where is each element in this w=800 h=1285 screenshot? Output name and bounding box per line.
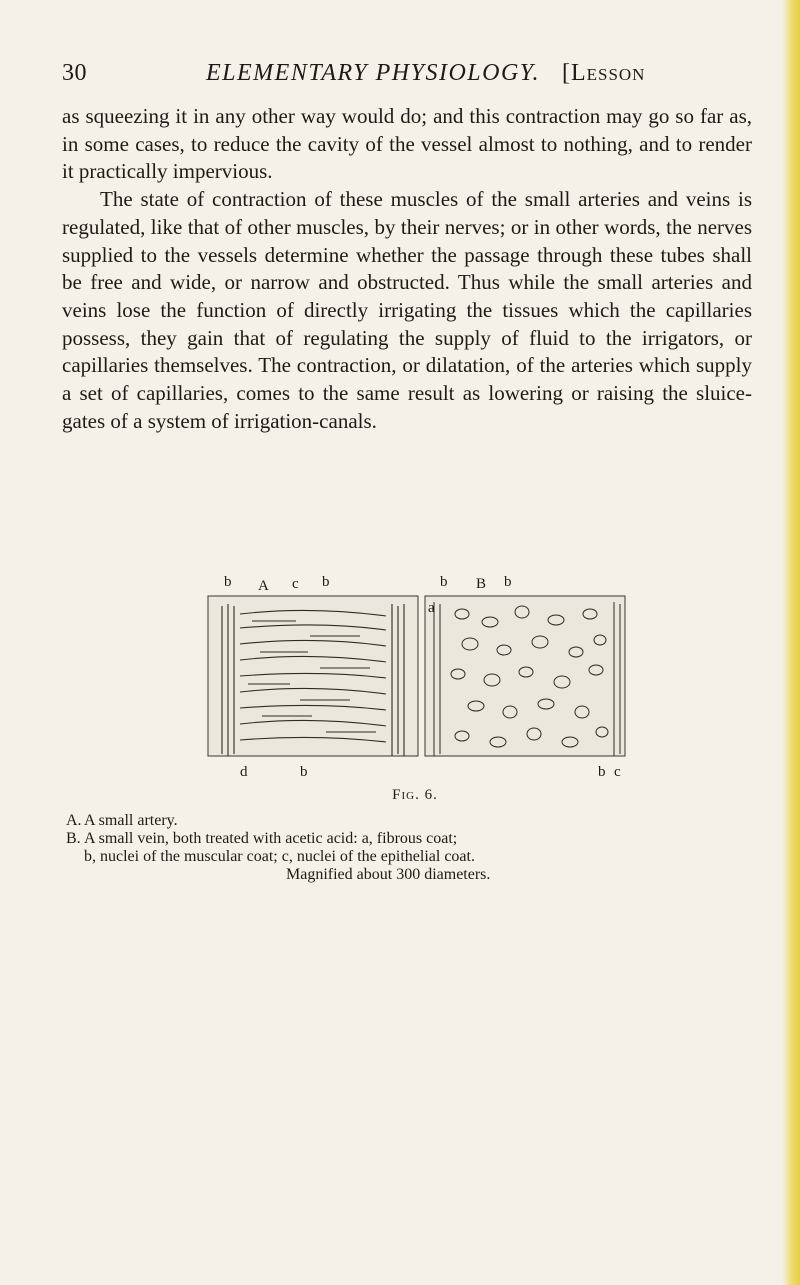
label-b-5: b (300, 764, 308, 780)
label-c: c (292, 576, 299, 592)
legend-item-a (66, 812, 756, 830)
page-number: 30 (62, 60, 87, 86)
figure-illustration (200, 566, 635, 781)
panel-a-artery (208, 596, 418, 756)
figure-6 (200, 566, 635, 781)
paragraph-1: as squeezing it in any other way would do; and this contraction may go so far as, in some cases, to reduce the cavity of the vessel almost to nothing, and to render it practically impervious. (62, 104, 752, 184)
page-edge (782, 0, 800, 1285)
legend-text-b-continued: b, nuclei of the muscular coat; c, nuclei of the epithelial coat. (84, 848, 475, 865)
label-b-6: b (598, 764, 606, 780)
legend-letter-b: B. (66, 830, 81, 847)
label-a-panel: A (258, 578, 269, 594)
running-header (62, 60, 778, 87)
label-b-2: b (322, 574, 330, 590)
label-d: d (240, 764, 248, 780)
label-b: b (224, 574, 232, 590)
running-title: ELEMENTARY PHYSIOLOGY. (206, 60, 540, 86)
legend-letter-a: A. (66, 812, 82, 829)
legend-magnification: Magnified about 300 diameters. (286, 866, 491, 883)
body-text (62, 103, 752, 435)
legend-item-b (66, 830, 756, 848)
figure-title: Fig. 6. (392, 787, 438, 803)
legend-text-b: A small vein, both treated with acetic acid: a, fibrous coat; (84, 830, 458, 847)
panel-b-vein (425, 596, 625, 756)
label-a: a (428, 600, 435, 616)
label-b-3: b (440, 574, 448, 590)
label-b-panel: B (476, 576, 487, 592)
label-b-4: b (504, 574, 512, 590)
label-c-2: c (614, 764, 621, 780)
legend-text-a: A small artery. (84, 812, 178, 829)
paragraph-2: The state of contraction of these muscles of the small arteries and veins is regulated, like that of other muscles, by their nerves; or in other words, the nerves supplied to the vessels determine whether the passage through these tubes shall be free and wide, or narrow and obstructed. Thus while the small arteries and veins lose the function of directly irrigating the tissues which the capillaries possess, they gain that of regulating the supply of fluid to the irrigators, or capillaries themselves. The contraction, or dilatation, of the arteries which supply a set of capillaries, comes to the same result as lowering or raising the sluice-gates of a system of irrigation-canals. (62, 187, 752, 433)
section-label: [Lesson (561, 60, 646, 86)
figure-legend (66, 812, 756, 884)
